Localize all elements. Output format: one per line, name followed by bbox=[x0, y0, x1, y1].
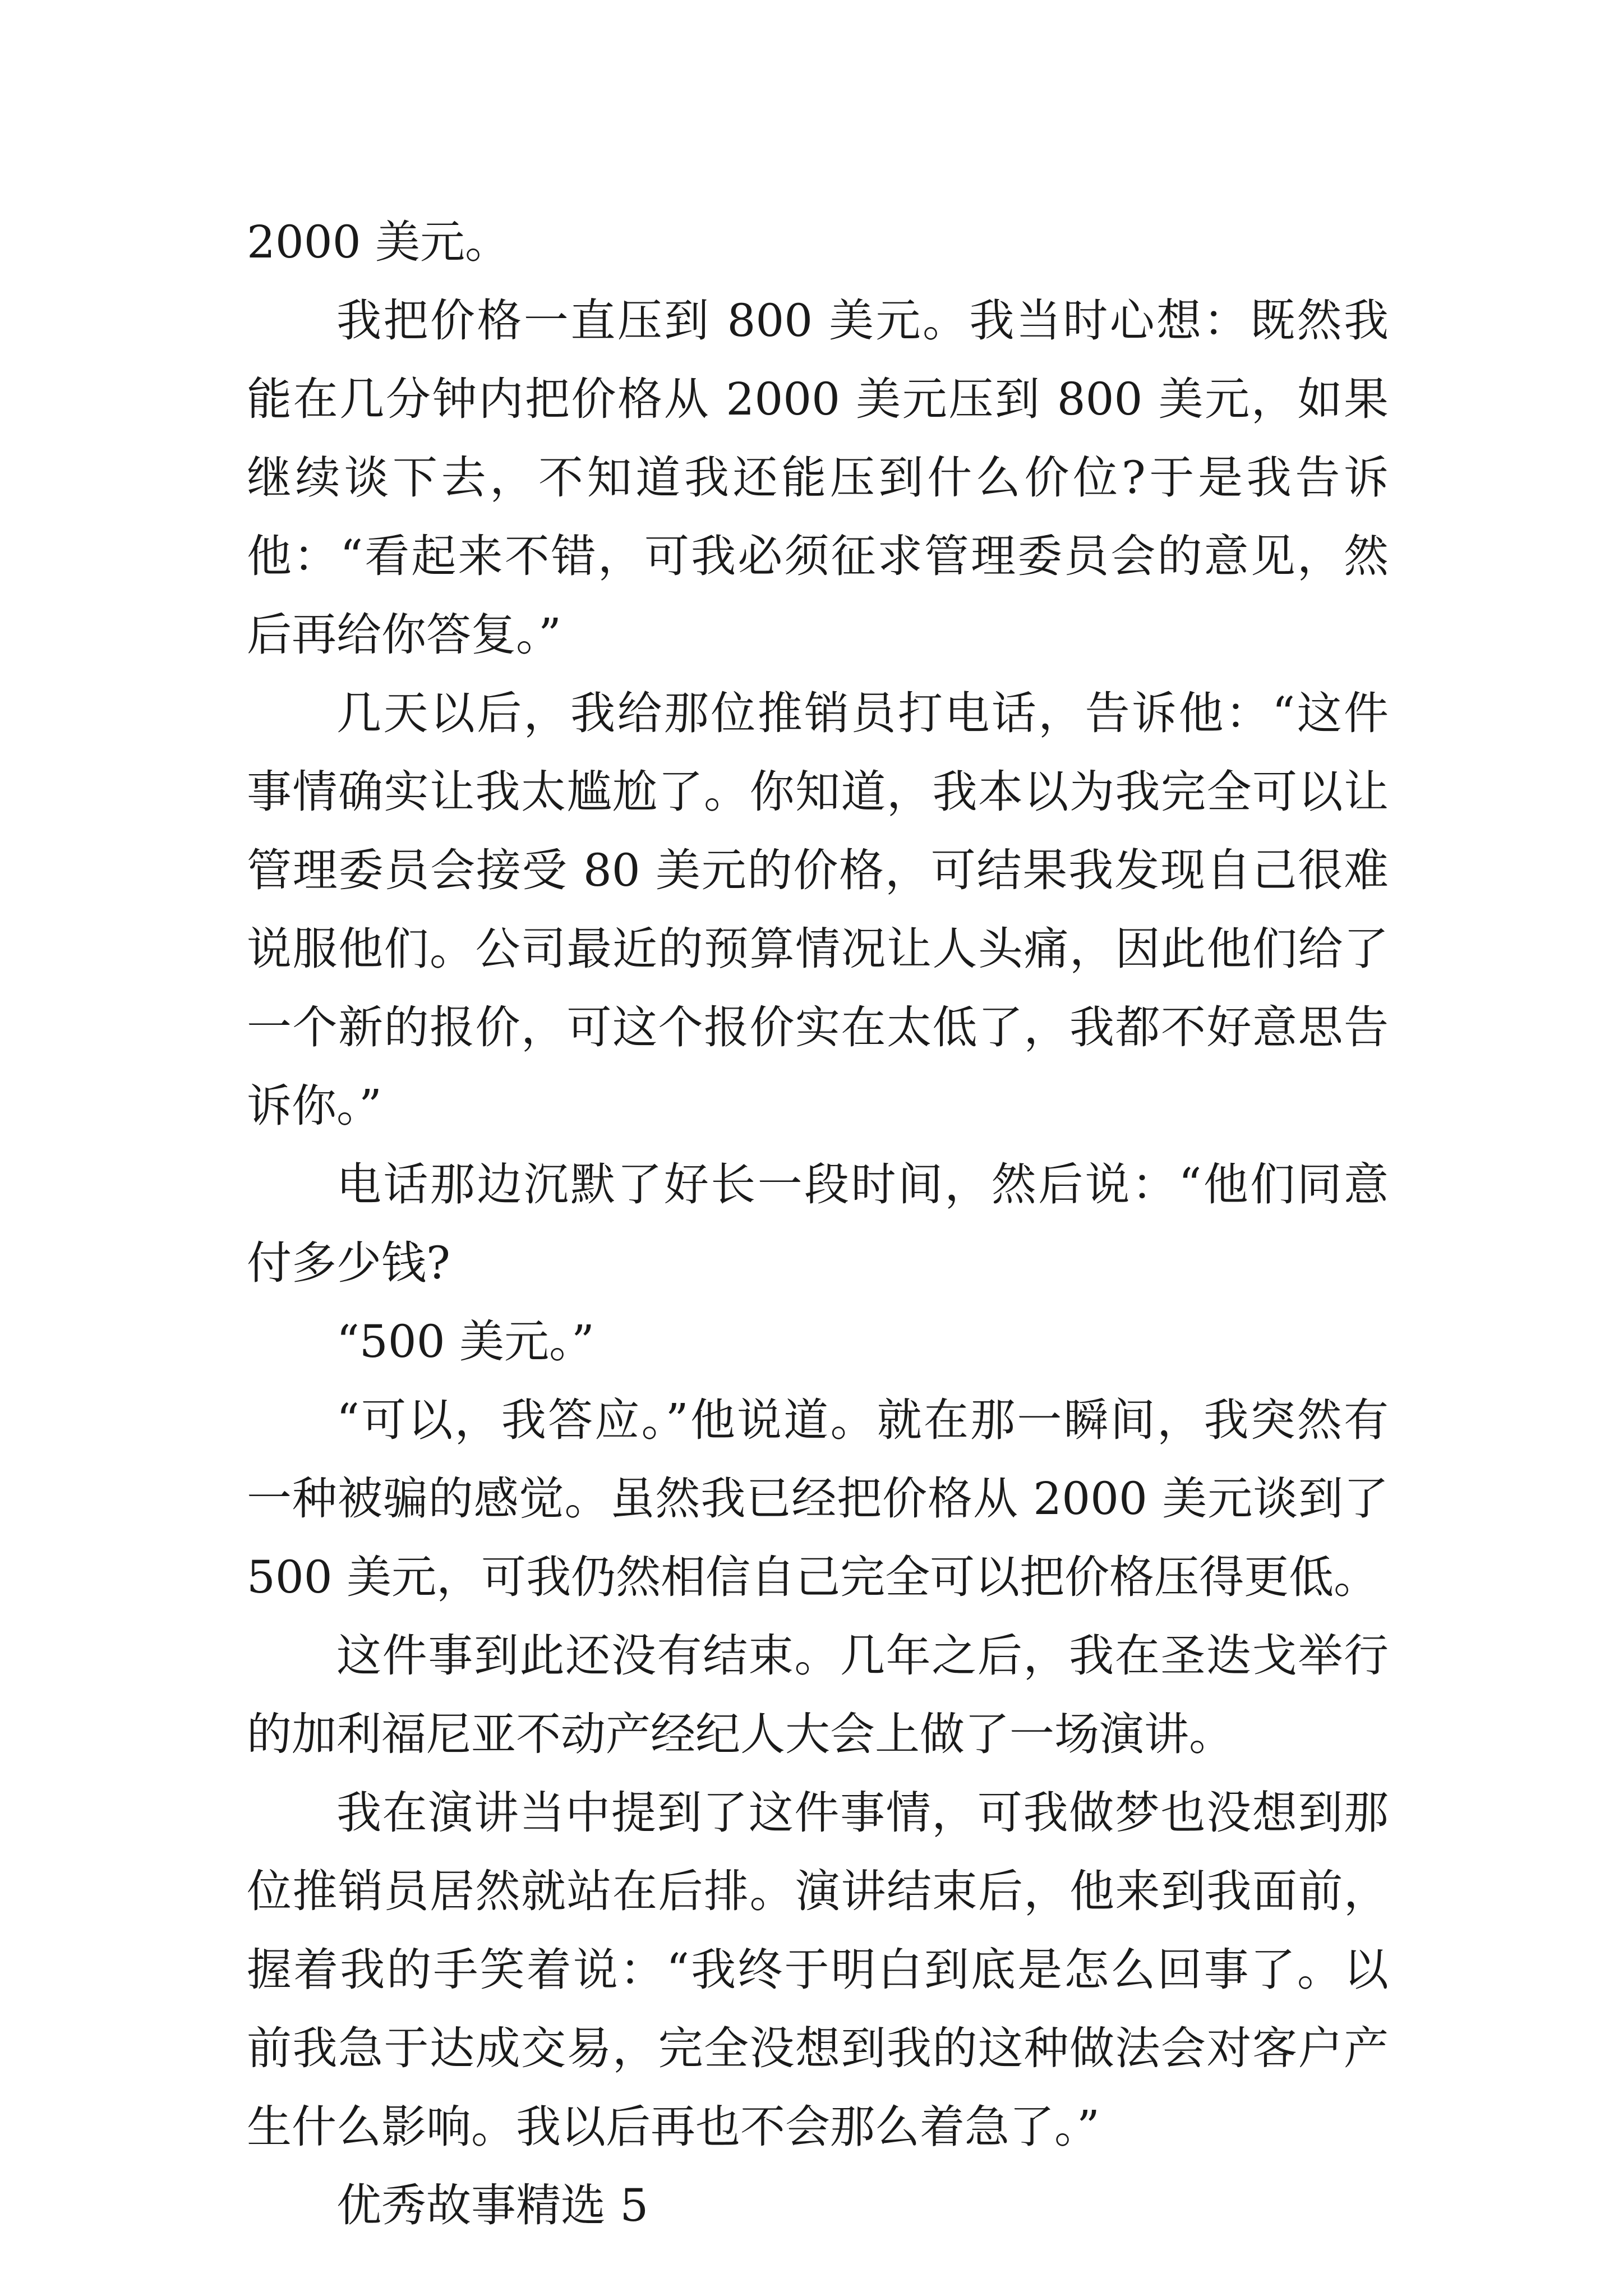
paragraph-1: 2000 美元。 bbox=[247, 216, 510, 268]
paragraph-8: 我在演讲当中提到了这件事情，可我做梦也没想到那位推销员居然就站在后排。演讲结束后，他来到我面前，握着我的手笑着说：“我终于明白到底是怎么回事了。以前我急于达成交易，完全没想到我的这种做法会对客户产生什么影响。我以后再也不会那么着急了。” bbox=[247, 1787, 1389, 2153]
paragraph-6: “可以，我答应。”他说道。就在那一瞬间，我突然有一种被骗的感觉。虽然我已经把价格从 2000 美元谈到了 500 美元，可我仍然相信自己完全可以把价格压得更低。 bbox=[247, 1394, 1389, 1603]
section-heading: 优秀故事精选 5 bbox=[336, 2179, 649, 2231]
document-body bbox=[247, 203, 1389, 2245]
paragraph-5: “500 美元。” bbox=[336, 1315, 594, 1368]
paragraph-2: 我把价格一直压到 800 美元。我当时心想：既然我能在几分钟内把价格从 2000 美元压到 800 美元，如果继续谈下去，不知道我还能压到什么价位?于是我告诉他：“看起来不错，可我必须征求管理委员会的意见，然后再给你答复。” bbox=[247, 295, 1389, 661]
paragraph-3: 几天以后，我给那位推销员打电话，告诉他：“这件事情确实让我太尴尬了。你知道，我本以为我完全可以让管理委员会接受 80 美元的价格，可结果我发现自己很难说服他们。公司最近的预算情况让人头痛，因此他们给了一个新的报价，可这个报价实在太低了，我都不好意思告诉你。” bbox=[247, 687, 1389, 1132]
paragraph-7: 这件事到此还没有结束。几年之后，我在圣迭戈举行的加利福尼亚不动产经纪人大会上做了一场演讲。 bbox=[247, 1630, 1389, 1760]
paragraph-4: 电话那边沉默了好长一段时间，然后说：“他们同意付多少钱? bbox=[247, 1158, 1389, 1289]
